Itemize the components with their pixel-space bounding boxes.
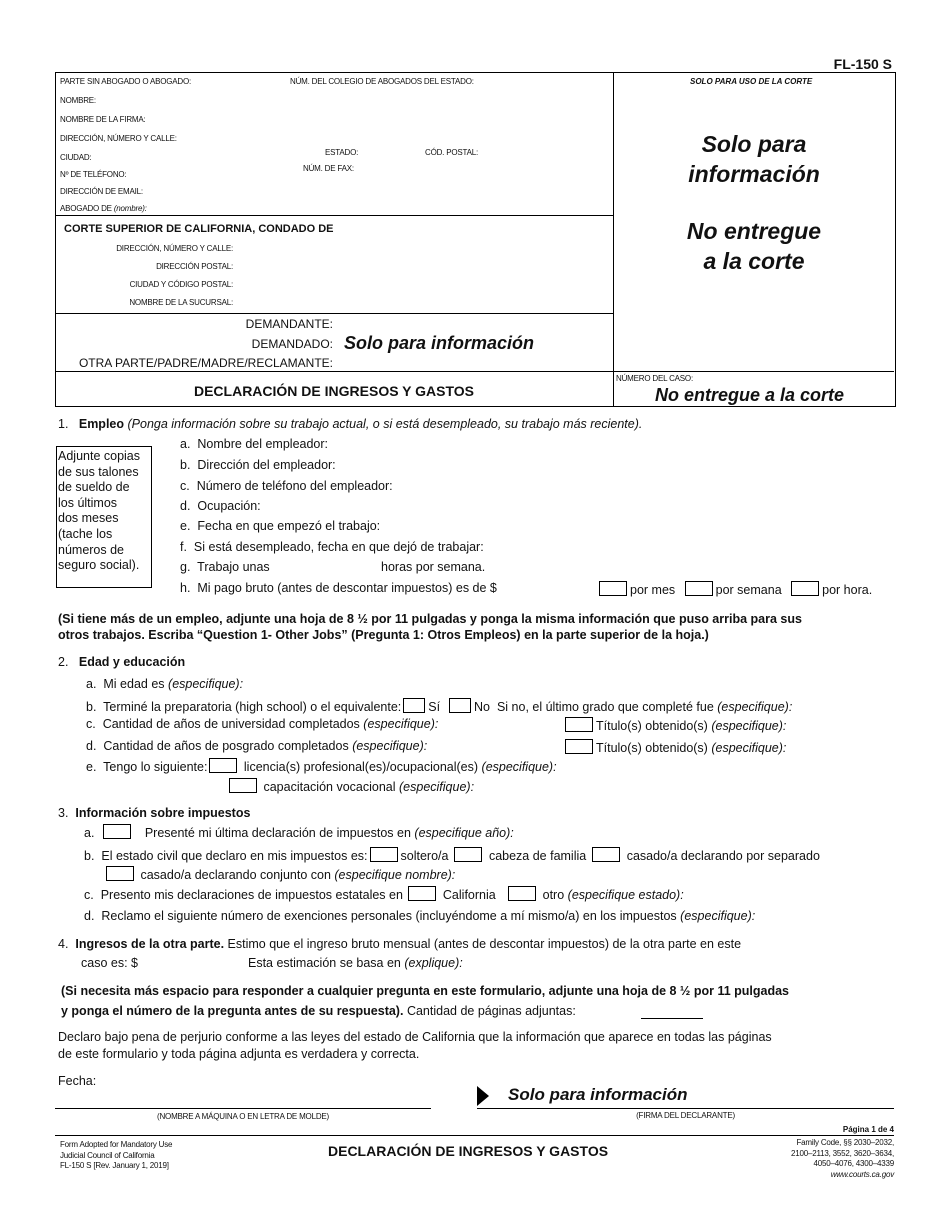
- side-note-line: números de: [58, 542, 125, 557]
- side-note-line: de sueldo de: [58, 480, 130, 495]
- hint: (especifique):: [717, 700, 793, 714]
- court-street-label[interactable]: DIRECCIÓN, NÚMERO Y CALLE:: [116, 244, 233, 253]
- text: Número de teléfono del empleador:: [196, 479, 393, 493]
- filed-taxes-checkbox[interactable]: [103, 824, 131, 839]
- s1-item-g[interactable]: [180, 560, 270, 574]
- footer-left-line: FL-150 S [Rev. January 1, 2019]: [60, 1161, 169, 1170]
- hint: (especifique):: [168, 677, 244, 691]
- hint: (especifique):: [711, 741, 787, 755]
- key: e.: [180, 519, 191, 533]
- key: e.: [86, 760, 97, 774]
- s4-num: 4.: [58, 937, 69, 951]
- hint: (especifique):: [399, 780, 475, 794]
- key: d.: [84, 909, 95, 923]
- text: Reclamo el siguiente número de exenciones personales (incluyéndome a mí mismo/a) en los impuestos: [101, 909, 677, 923]
- s2-num: 2.: [58, 655, 69, 669]
- grad-degree-checkbox[interactable]: [565, 739, 593, 754]
- hoh-label: cabeza de familia: [488, 849, 587, 863]
- s3-item-b: [84, 847, 820, 863]
- doc-title: DECLARACIÓN DE INGRESOS Y GASTOS: [193, 383, 475, 399]
- name-line[interactable]: [55, 1108, 431, 1109]
- s3-heading: [58, 806, 250, 820]
- name-caption: (NOMBRE A MÁQUINA O EN LETRA DE MOLDE): [157, 1112, 329, 1121]
- stamp-line-1: Solo para: [701, 131, 807, 157]
- signature-stamp: Solo para información: [508, 1085, 688, 1104]
- signature-line[interactable]: [477, 1108, 894, 1109]
- hint: (especifique estado):: [567, 888, 684, 902]
- court-use-label: SOLO PARA USO DE LA CORTE: [690, 77, 813, 86]
- pages-attached-label: Cantidad de páginas adjuntas:: [406, 1004, 576, 1018]
- s1-intro: (Ponga información sobre su trabajo actual, o si está desempleado, su trabajo más reciente).: [127, 417, 643, 431]
- hs-no-checkbox[interactable]: [449, 698, 471, 713]
- footer-left-line: Form Adopted for Mandatory Use: [60, 1140, 173, 1149]
- key: b.: [86, 700, 97, 714]
- hint: (especifique):: [481, 760, 557, 774]
- text: capacitación vocacional: [263, 780, 396, 794]
- hint: (especifique):: [680, 909, 756, 923]
- text: Fecha en que empezó el trabajo:: [197, 519, 381, 533]
- mfj-checkbox[interactable]: [106, 866, 134, 881]
- key: d.: [180, 499, 191, 513]
- s1-item-c[interactable]: [180, 479, 393, 493]
- case-number-label[interactable]: NÚMERO DEL CASO:: [616, 374, 693, 383]
- hours-per-week: horas por semana.: [381, 560, 486, 574]
- footer-rule: [55, 1135, 894, 1136]
- page-number: Página 1 de 4: [842, 1125, 894, 1134]
- text: Título(s) obtenido(s): [596, 719, 708, 733]
- hint: (especifique):: [352, 739, 428, 753]
- s1-num: 1.: [58, 417, 69, 431]
- mfs-checkbox[interactable]: [592, 847, 620, 862]
- vocational-checkbox[interactable]: [229, 778, 257, 793]
- attorney-of-label[interactable]: [60, 204, 147, 213]
- s1-title: Empleo: [78, 417, 125, 431]
- case-number-stamp: No entregue a la corte: [655, 385, 845, 405]
- state-label[interactable]: ESTADO:: [325, 148, 359, 157]
- key: f.: [180, 540, 187, 554]
- text: Mi edad es: [103, 677, 165, 691]
- other-jobs-note-1: (Si tiene más de un empleo, adjunte una hoja de 8 ½ por 11 pulgadas y ponga la misma información que puso arriba para sus: [58, 612, 802, 626]
- s3-item-a: [84, 824, 514, 840]
- hint: (especifique):: [363, 717, 439, 731]
- no-label: No: [474, 700, 491, 714]
- court-branch-label[interactable]: NOMBRE DE LA SUCURSAL:: [129, 298, 233, 307]
- court-mailing-label[interactable]: DIRECCIÓN POSTAL:: [156, 262, 233, 271]
- per-month-checkbox[interactable]: [599, 581, 627, 596]
- key: c.: [84, 888, 94, 902]
- phone-label[interactable]: Nº DE TELÉFONO:: [60, 170, 127, 179]
- hint: (especifique):: [711, 719, 787, 733]
- s2-item-e: [86, 758, 557, 774]
- attorney-of-text: ABOGADO DE: [60, 204, 112, 213]
- city-label[interactable]: CIUDAD:: [60, 153, 92, 162]
- side-note-line: seguro social).: [58, 558, 140, 573]
- s3-title: Información sobre impuestos: [75, 806, 251, 820]
- zip-label[interactable]: CÓD. POSTAL:: [425, 148, 479, 157]
- text: El estado civil que declaro en mis impuestos es:: [101, 849, 368, 863]
- side-note-line: de sus talones: [58, 464, 139, 479]
- single-checkbox[interactable]: [370, 847, 398, 862]
- s2-title: Edad y educación: [78, 655, 186, 669]
- text: Esta estimación se basa en: [248, 956, 401, 970]
- hint: (explique):: [404, 956, 463, 970]
- text: Cantidad de años de universidad completados: [102, 717, 360, 731]
- side-note-line: Adjunte copias: [58, 449, 141, 463]
- s2-heading: [58, 655, 185, 669]
- per-week-checkbox[interactable]: [685, 581, 713, 596]
- yes-label: Sí: [428, 700, 441, 714]
- text: Si no, el último grado que completé fue: [496, 700, 714, 714]
- side-note: [58, 449, 140, 574]
- key: h.: [180, 581, 191, 595]
- s1-item-h[interactable]: [180, 581, 497, 595]
- key: g.: [180, 560, 191, 574]
- s4-basis[interactable]: [248, 956, 463, 970]
- license-checkbox[interactable]: [209, 758, 237, 773]
- text: licencia(s) profesional(es)/ocupacional(es): [243, 760, 479, 774]
- s1-item-d[interactable]: [180, 499, 261, 513]
- side-note-line: los últimos: [58, 495, 118, 510]
- s2-c-degree: [563, 717, 786, 733]
- footer-left: [60, 1140, 172, 1172]
- s2-d-degree: [563, 739, 786, 755]
- s3-item-b2: [104, 866, 455, 882]
- footer-right-line: 4050–4076, 4300–4339: [813, 1159, 894, 1168]
- key: a.: [180, 437, 191, 451]
- text: Nombre del empleador:: [197, 437, 329, 451]
- degree-checkbox[interactable]: [565, 717, 593, 732]
- other-state-checkbox[interactable]: [508, 886, 536, 901]
- hint: (especifique año):: [414, 826, 514, 840]
- text: Dirección del empleador:: [197, 458, 336, 472]
- date-label[interactable]: Fecha:: [58, 1074, 97, 1088]
- other-party-label[interactable]: OTRA PARTE/PADRE/MADRE/RECLAMANTE:: [78, 356, 333, 370]
- s2-item-b: [86, 698, 792, 714]
- court-city-label[interactable]: CIUDAD Y CÓDIGO POSTAL:: [129, 280, 233, 289]
- text: Terminé la preparatoria (high school) o el equivalente:: [103, 700, 402, 714]
- text: Tengo lo siguiente:: [103, 760, 208, 774]
- footer-right-line: 2100–2113, 3552, 3620–3634,: [790, 1148, 894, 1158]
- more-space-note-1: (Si necesita más espacio para responder a cualquier pregunta en este formulario, adjunte una hoja de 8 ½ por 11 pulgadas: [61, 984, 789, 998]
- s1-item-b[interactable]: [180, 458, 336, 472]
- s2-item-c[interactable]: [86, 717, 438, 731]
- mfj-label: casado/a declarando conjunto con: [140, 868, 331, 882]
- key: a.: [86, 677, 97, 691]
- name-label[interactable]: NOMBRE:: [60, 96, 96, 105]
- s1-item-a[interactable]: [180, 437, 328, 451]
- text: y ponga el número de la pregunta antes de su respuesta).: [61, 1004, 404, 1018]
- text: Estimo que el ingreso bruto mensual (antes de descontar impuestos) de la otra parte en este: [227, 937, 742, 951]
- stamp-line-2: información: [688, 161, 820, 187]
- footer-left-line: Judicial Council of California: [60, 1150, 155, 1160]
- respondent-label[interactable]: DEMANDADO:: [251, 337, 333, 351]
- pages-attached-field[interactable]: [641, 1018, 703, 1019]
- s3-item-d[interactable]: [84, 909, 755, 923]
- attorney-of-suffix: (nombre):: [113, 204, 147, 213]
- stamp-line-4: a la corte: [703, 248, 805, 274]
- mfs-label: casado/a declarando por separado: [626, 849, 820, 863]
- declaration-line-1: Declaro bajo pena de perjurio conforme a las leyes del estado de California que la información que aparece en todas las páginas: [58, 1030, 772, 1044]
- signature-arrow-icon: [477, 1086, 489, 1106]
- text: Trabajo unas: [197, 560, 270, 574]
- s2-item-e2: [227, 778, 474, 794]
- footer-right: [791, 1138, 894, 1180]
- hs-yes-checkbox[interactable]: [403, 698, 425, 713]
- s2-item-d[interactable]: [86, 739, 427, 753]
- per-week-label: por semana: [715, 583, 782, 597]
- other-state-label: otro: [542, 888, 565, 902]
- key: a.: [84, 826, 95, 840]
- form-id: FL-150 S: [833, 56, 892, 72]
- california-label: California: [442, 888, 496, 902]
- side-note-line: dos meses: [58, 511, 119, 526]
- s4-income[interactable]: caso es: $: [81, 956, 138, 970]
- more-space-note-2: [61, 1004, 576, 1018]
- email-label[interactable]: DIRECCIÓN DE EMAIL:: [60, 187, 143, 196]
- courts-website-link[interactable]: www.courts.ca.gov: [830, 1169, 894, 1179]
- footer-title: DECLARACIÓN DE INGRESOS Y GASTOS: [328, 1143, 609, 1159]
- text: Presenté mi última declaración de impuestos en: [144, 826, 411, 840]
- hoh-checkbox[interactable]: [454, 847, 482, 862]
- s4-title: Ingresos de la otra parte.: [75, 937, 225, 951]
- key: d.: [86, 739, 97, 753]
- per-month-label: por mes: [630, 583, 676, 597]
- s2-item-a[interactable]: [86, 677, 243, 691]
- other-jobs-note-2: otros trabajos. Escriba “Question 1- Other Jobs” (Pregunta 1: Otros Empleos) en la parte superior de la hoja.): [58, 628, 709, 642]
- attorney-label[interactable]: PARTE SIN ABOGADO O ABOGADO:: [60, 77, 192, 86]
- firm-label[interactable]: NOMBRE DE LA FIRMA:: [60, 115, 146, 124]
- per-hour-label: por hora.: [822, 583, 873, 597]
- bar-number-label[interactable]: NÚM. DEL COLEGIO DE ABOGADOS DEL ESTADO:: [290, 77, 474, 86]
- text: Presento mis declaraciones de impuestos estatales en: [100, 888, 403, 902]
- key: c.: [180, 479, 190, 493]
- address-label[interactable]: DIRECCIÓN, NÚMERO Y CALLE:: [60, 134, 177, 143]
- s4-line-1: [58, 937, 741, 951]
- petitioner-label[interactable]: DEMANDANTE:: [245, 317, 333, 331]
- stamp-line-3: No entregue: [686, 218, 822, 244]
- signature-caption: (FIRMA DEL DECLARANTE): [636, 1111, 735, 1120]
- pay-period: [597, 581, 872, 597]
- s1-item-f[interactable]: [180, 540, 484, 554]
- text: Si está desempleado, fecha en que dejó de trabajar:: [193, 540, 484, 554]
- fax-label[interactable]: NÚM. DE FAX:: [303, 164, 354, 173]
- rule-2: [55, 313, 613, 314]
- key: c.: [86, 717, 96, 731]
- footer-right-line: Family Code, §§ 2030–2032,: [796, 1138, 894, 1147]
- text: Cantidad de años de posgrado completados: [103, 739, 349, 753]
- side-note-line: (tache los: [58, 526, 113, 541]
- text: Título(s) obtenido(s): [596, 741, 708, 755]
- rule-3: [55, 371, 894, 372]
- parties-stamp: Solo para información: [344, 333, 535, 353]
- rule-1: [55, 215, 613, 216]
- hint: (especifique nombre):: [334, 868, 456, 882]
- per-hour-checkbox[interactable]: [791, 581, 819, 596]
- text: Ocupación:: [197, 499, 261, 513]
- s1-heading: [58, 417, 642, 431]
- single-label: soltero/a: [400, 849, 449, 863]
- s3-item-c: [84, 886, 684, 902]
- key: b.: [180, 458, 191, 472]
- court-title: CORTE SUPERIOR DE CALIFORNIA, CONDADO DE: [64, 223, 334, 235]
- california-checkbox[interactable]: [408, 886, 436, 901]
- key: b.: [84, 849, 95, 863]
- s3-num: 3.: [58, 806, 69, 820]
- text: Mi pago bruto (antes de descontar impuestos) es de $: [197, 581, 497, 595]
- declaration-line-2: de este formulario y toda página adjunta es verdadera y correcta.: [58, 1047, 420, 1061]
- s1-item-e[interactable]: [180, 519, 380, 533]
